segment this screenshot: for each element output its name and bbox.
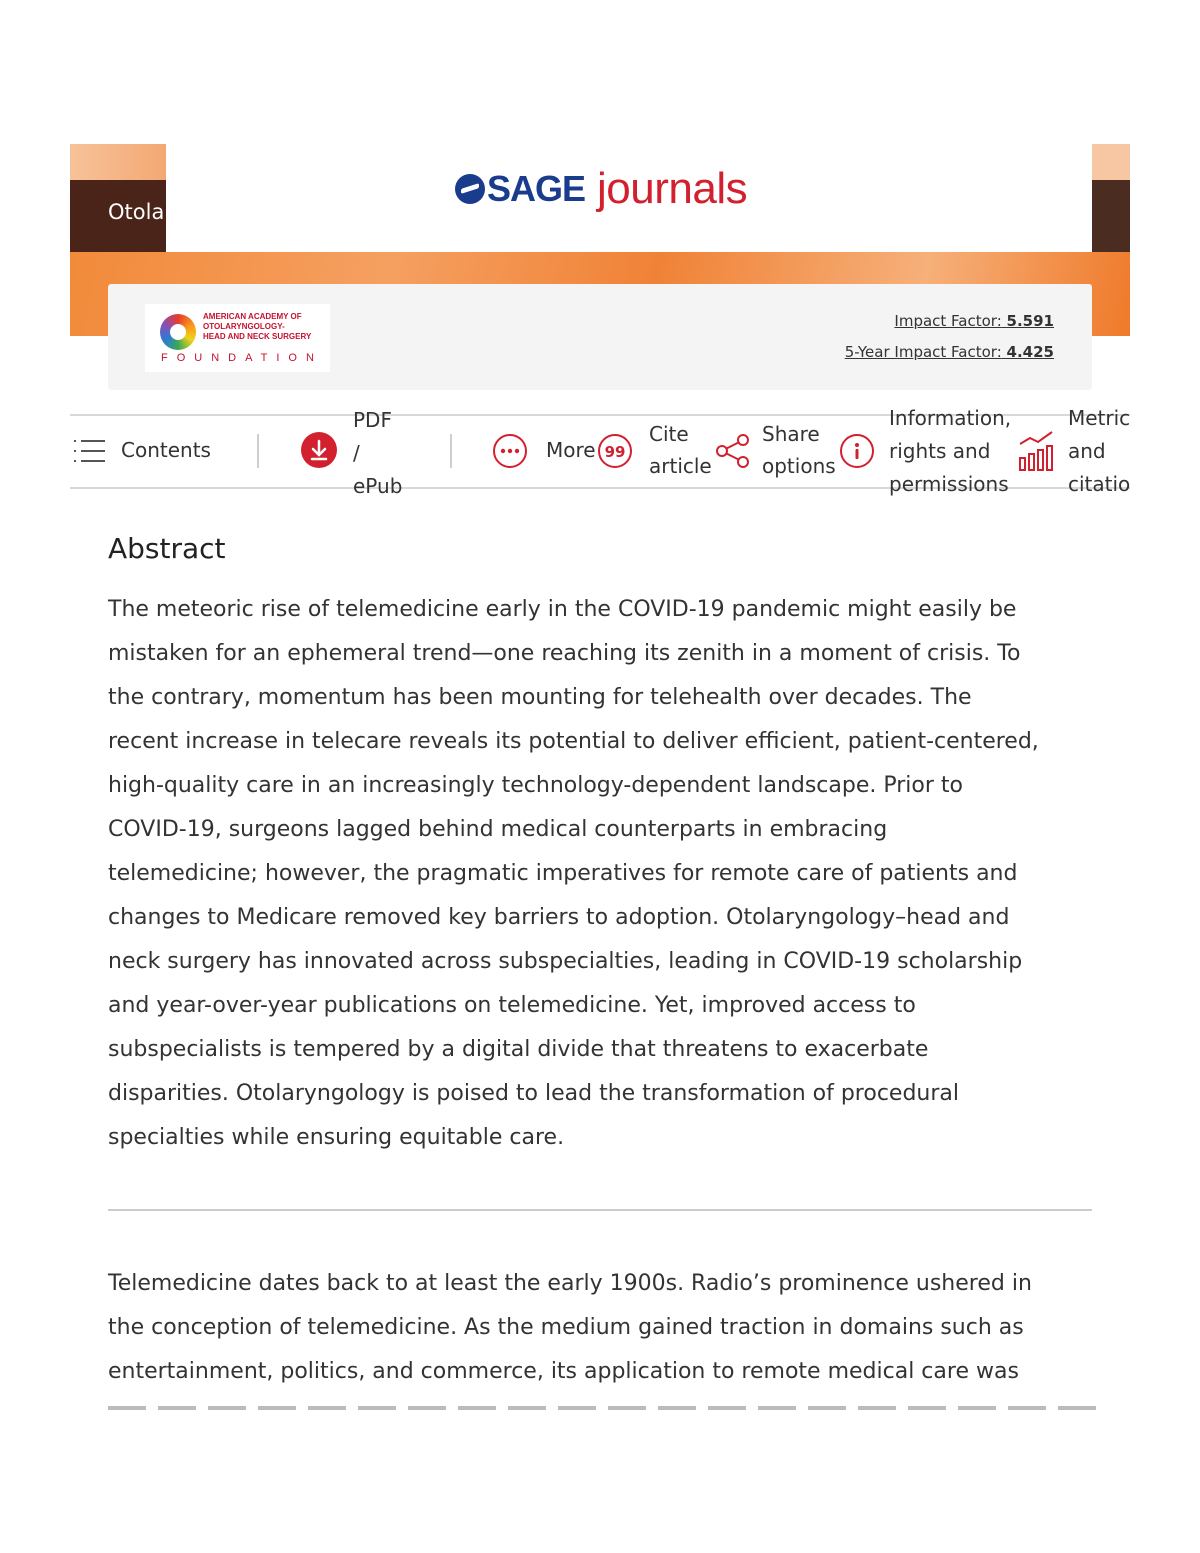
- information-permissions-button[interactable]: [840, 402, 1020, 498]
- cite-label-line: article: [649, 454, 712, 478]
- download-icon: [301, 432, 337, 468]
- banner-dark-right: [1092, 180, 1130, 252]
- banner-accent-left: [70, 144, 166, 180]
- society-foundation: FOUNDATION: [161, 352, 323, 364]
- society-name-line: AMERICAN ACADEMY OF: [203, 312, 302, 321]
- toolbar-divider: [450, 434, 452, 468]
- cite-article-button[interactable]: [598, 418, 718, 484]
- metrics-label-line: citatio: [1068, 472, 1130, 496]
- more-dots-icon: [493, 434, 527, 468]
- abstract-line: and year-over-year publications on telemedicine. Yet, improved access to: [108, 993, 916, 1018]
- cite-label: [649, 418, 712, 482]
- more-button[interactable]: [493, 434, 603, 470]
- sage-mark-icon: [455, 174, 485, 204]
- abstract-heading: Abstract: [108, 532, 226, 565]
- abstract-text: [108, 588, 1098, 1160]
- information-label-line: Information,: [889, 406, 1012, 430]
- section-divider: [108, 1209, 1092, 1211]
- pdf-epub-label: [353, 404, 402, 503]
- impact-factor-link[interactable]: [894, 312, 1054, 330]
- five-year-impact-link[interactable]: [845, 343, 1054, 361]
- metrics-label: [1068, 402, 1130, 498]
- information-label: [889, 402, 1011, 501]
- sage-journals-logo[interactable]: [455, 166, 747, 212]
- cite-label-line: Cite: [649, 422, 689, 446]
- share-icon: [714, 432, 752, 470]
- svg-text:99: 99: [604, 443, 626, 461]
- banner-accent-right: [1092, 144, 1130, 180]
- more-label: More: [546, 438, 596, 462]
- abstract-line: subspecialists is tempered by a digital divide that threatens to exacerbate: [108, 1037, 929, 1062]
- truncated-line: [108, 1402, 1098, 1412]
- abstract-line: changes to Medicare removed key barriers to adoption. Otolaryngology–head and: [108, 905, 1010, 930]
- list-icon: [74, 436, 106, 466]
- journals-wordmark: journals: [597, 164, 748, 213]
- quote-icon: [598, 434, 632, 468]
- information-label-line: permissions: [889, 472, 1009, 496]
- toolbar-divider: [257, 434, 259, 468]
- society-name: [203, 312, 311, 342]
- info-icon: [840, 434, 874, 468]
- swirl-logo-icon: [160, 314, 196, 350]
- body-line: entertainment, politics, and commerce, its application to remote medical care was: [108, 1359, 1019, 1384]
- pdf-epub-button[interactable]: [301, 402, 431, 498]
- impact-factor-label: Impact Factor:: [894, 312, 1002, 330]
- society-name-line: OTOLARYNGOLOGY-: [203, 322, 285, 331]
- body-line: Telemedicine dates back to at least the early 1900s. Radio’s prominence ushered in: [108, 1271, 1032, 1296]
- sage-wordmark: SAGE: [487, 168, 586, 209]
- abstract-line: telemedicine; however, the pragmatic imperatives for remote care of patients and: [108, 861, 1018, 886]
- share-label-line: options: [762, 454, 836, 478]
- pdf-label-line: /: [353, 441, 360, 465]
- society-logo[interactable]: [145, 304, 330, 372]
- article-body-text: [108, 1262, 1098, 1394]
- journal-title-link[interactable]: Otola: [108, 200, 165, 224]
- truncated-line-fragment: [108, 1406, 1098, 1410]
- pdf-label-line: PDF: [353, 408, 392, 432]
- pdf-label-line: ePub: [353, 474, 403, 498]
- metrics-label-line: and: [1068, 439, 1106, 463]
- information-label-line: rights and: [889, 439, 991, 463]
- five-year-impact-value: 4.425: [1006, 343, 1054, 361]
- share-label-line: Share: [762, 422, 820, 446]
- abstract-line: neck surgery has innovated across subspecialties, leading in COVID-19 scholarship: [108, 949, 1023, 974]
- metrics-citations-button[interactable]: [1018, 402, 1130, 498]
- bar-chart-icon: [1018, 430, 1056, 472]
- contents-label: Contents: [121, 438, 211, 462]
- abstract-line: COVID-19, surgeons lagged behind medical counterparts in embracing: [108, 817, 888, 842]
- society-name-line: HEAD AND NECK SURGERY: [203, 332, 312, 341]
- metrics-label-line: Metric: [1068, 406, 1130, 430]
- abstract-line: the contrary, momentum has been mounting for telehealth over decades. The: [108, 685, 972, 710]
- abstract-line: mistaken for an ephemeral trend—one reaching its zenith in a moment of crisis. To: [108, 641, 1021, 666]
- body-line: the conception of telemedicine. As the medium gained traction in domains such as: [108, 1315, 1024, 1340]
- abstract-line: specialties while ensuring equitable care.: [108, 1125, 565, 1150]
- abstract-line: The meteoric rise of telemedicine early in the COVID-19 pandemic might easily be: [108, 597, 1017, 622]
- abstract-line: high-quality care in an increasingly technology-dependent landscape. Prior to: [108, 773, 963, 798]
- five-year-impact-label: 5-Year Impact Factor:: [844, 343, 1002, 361]
- abstract-line: disparities. Otolaryngology is poised to lead the transformation of procedural: [108, 1081, 959, 1106]
- impact-factor-value: 5.591: [1006, 312, 1054, 330]
- abstract-line: recent increase in telecare reveals its potential to deliver efficient, patient-centered,: [108, 729, 1039, 754]
- share-options-button[interactable]: [714, 418, 844, 484]
- share-label: [762, 418, 836, 482]
